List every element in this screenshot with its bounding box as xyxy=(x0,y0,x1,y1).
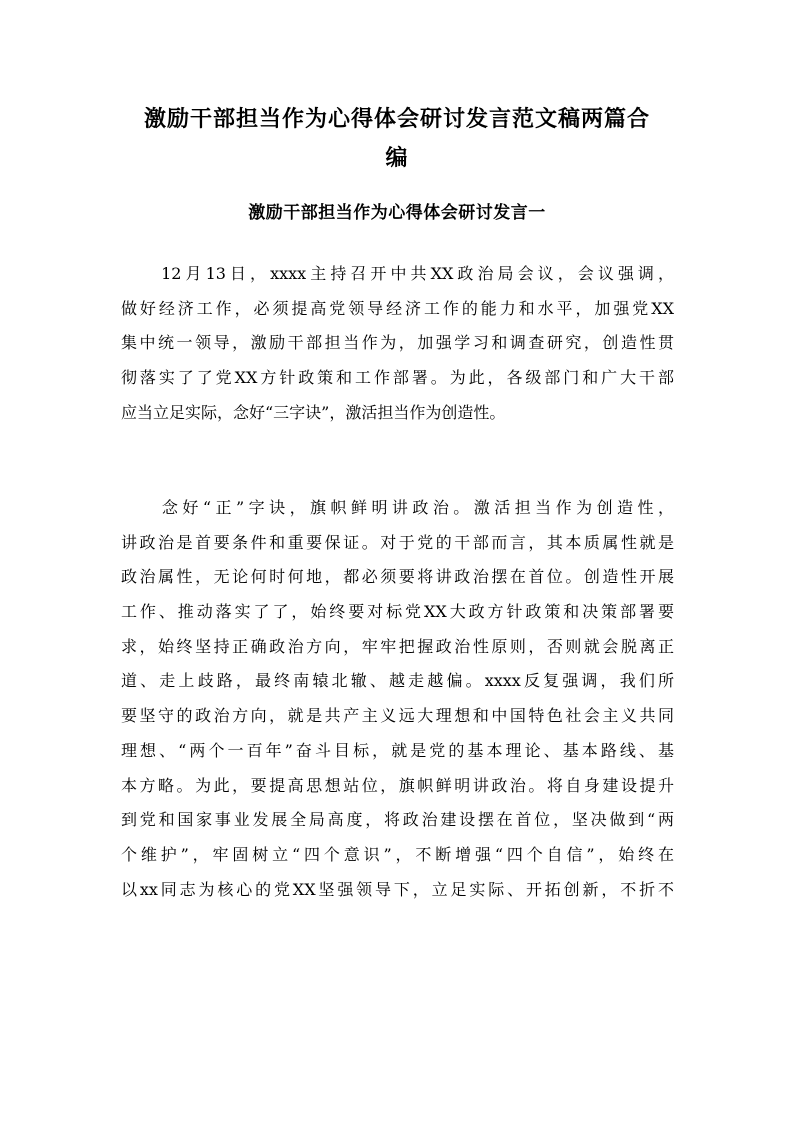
paragraph-line: 到党和国家事业发展全局高度，将政治建设摆在首位，坚决做到“两 xyxy=(121,810,674,830)
paragraph-line: 道、走上歧路，最终南辕北辙、越走越偏。xxxx反复强调，我们所 xyxy=(121,671,674,691)
paragraph-line: 理想、“两个一百年”奋斗目标，就是党的基本理论、基本路线、基 xyxy=(121,740,674,760)
paragraph-line: 念好“正”字诀，旗帜鲜明讲政治。激活担当作为创造性， xyxy=(121,498,674,517)
paragraph-line: 政治属性，无论何时何地，都必须要将讲政治摆在首位。创造性开展 xyxy=(121,567,674,587)
paragraph-line: 12月13日，xxxx主持召开中共XX政治局会议，会议强调， xyxy=(121,264,674,283)
document-title xyxy=(120,100,674,178)
paragraph-line: 集中统一领导，激励干部担当作为，加强学习和调查研究，创造性贯 xyxy=(121,333,674,353)
paragraph-1 xyxy=(121,257,674,430)
paragraph-2 xyxy=(121,491,674,907)
section-title: 激励干部担当作为心得体会研讨发言一 xyxy=(248,203,546,223)
paragraph-line: 以xx同志为核心的党XX坚强领导下，立足实际、开拓创新，不折不 xyxy=(121,879,674,899)
paragraph-line: 彻落实了了党XX方针政策和工作部署。为此，各级部门和广大干部 xyxy=(121,368,674,388)
document-title-line-2: 编 xyxy=(385,146,409,171)
document-title-line-1: 激励干部担当作为心得体会研讨发言范文稿两篇合 xyxy=(143,107,650,132)
paragraph-line: 应当立足实际，念好“三字诀”，激活担当作为创造性。 xyxy=(121,402,506,422)
paragraph-line: 工作、推动落实了了，始终要对标党XX大政方针政策和决策部署要 xyxy=(121,602,674,622)
paragraph-line: 个维护”，牢固树立“四个意识”，不断增强“四个自信”，始终在 xyxy=(121,844,674,864)
paragraph-line: 做好经济工作，必须提高党领导经济工作的能力和水平，加强党XX xyxy=(121,298,674,318)
paragraph-line: 讲政治是首要条件和重要保证。对于党的干部而言，其本质属性就是 xyxy=(121,532,674,552)
paragraph-line: 要坚守的政治方向，就是共产主义远大理想和中国特色社会主义共同 xyxy=(121,706,674,726)
paragraph-line: 求，始终坚持正确政治方向，牢牢把握政治性原则，否则就会脱离正 xyxy=(121,636,674,656)
paragraph-line: 本方略。为此，要提高思想站位，旗帜鲜明讲政治。将自身建设提升 xyxy=(121,775,674,795)
